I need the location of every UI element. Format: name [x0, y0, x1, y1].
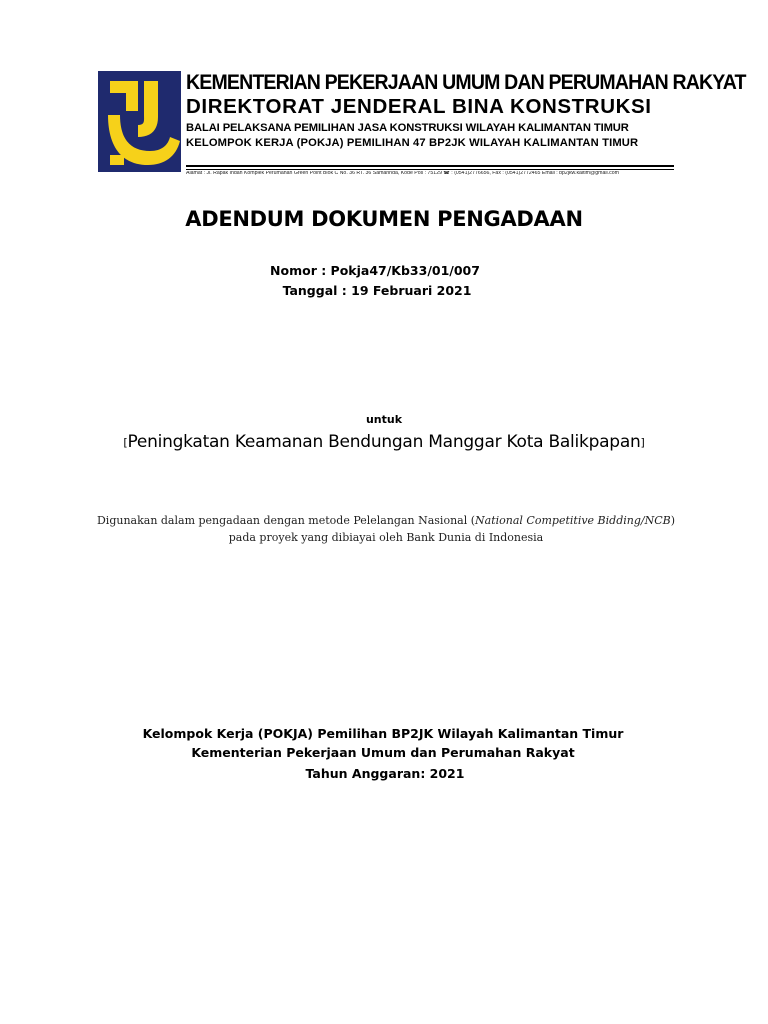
address-line: Alamat : Jl. Rapak Indah Komplek Perumahan Green Point Blok C No. 36 RT. 36 Samarinda, Kode Pos : 75129 ☎ : (0541)2776656, Fax : (0541)2772465 Email : bp2jkw.kaltim@gmail.com [186, 171, 619, 176]
bracket-close: ] [640, 436, 645, 449]
office-name: BALAI PELAKSANA PEMILIHAN JASA KONSTRUKSI WILAYAH KALIMANTAN TIMUR [186, 121, 629, 134]
working-group-name: KELOMPOK KERJA (POKJA) PEMILIHAN 47 BP2JK WILAYAH KALIMANTAN TIMUR [186, 136, 639, 149]
method-suffix: ) pada proyek yang dibiayai oleh Bank Dunia di Indonesia [228, 514, 676, 544]
ministry-name: KEMENTERIAN PEKERJAAN UMUM DAN PERUMAHAN RAKYAT [186, 71, 746, 94]
letterhead [98, 68, 746, 176]
footer-working-group: Kelompok Kerja (POKJA) Pemilihan BP2JK Wilayah Kalimantan Timur [142, 726, 624, 741]
directorate-name: DIREKTORAT JENDERAL BINA KONSTRUKSI [186, 95, 652, 118]
method-prefix: Digunakan dalam pengadaan dengan metode Pelelangan Nasional ( [96, 514, 476, 527]
project-name [0, 432, 768, 452]
letterhead-text [186, 68, 746, 149]
document-number: Nomor : Pokja47/Kb33/01/007 [270, 263, 480, 278]
project-title: Peningkatan Keamanan Bendungan Manggar Kota Balikpapan [127, 432, 641, 452]
bracket-open: [ [123, 436, 128, 449]
method-italic: National Competitive Bidding/NCB [475, 514, 671, 527]
document-date: Tanggal : 19 Februari 2021 [282, 283, 472, 298]
logo-base-shape [110, 155, 124, 165]
footer-ministry: Kementerian Pekerjaan Umum dan Perumahan Rakyat [191, 745, 575, 760]
procurement-method-note [96, 512, 676, 546]
untuk-label: untuk [365, 413, 403, 426]
footer-fiscal-year: Tahun Anggaran: 2021 [305, 766, 465, 781]
letterhead-rule-thin [186, 169, 674, 170]
ministry-logo-icon [98, 71, 181, 172]
letterhead-rule-thick [186, 165, 674, 167]
document-title: ADENDUM DOKUMEN PENGADAAN [185, 207, 583, 231]
